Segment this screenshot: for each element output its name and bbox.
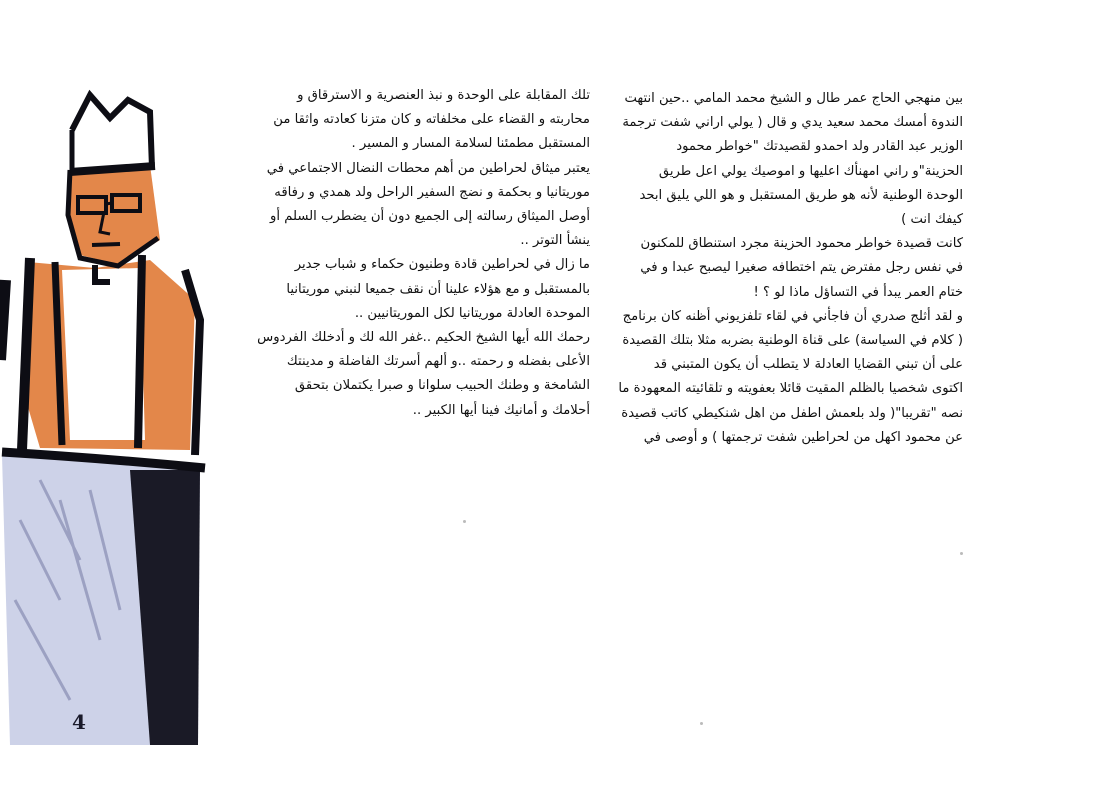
text-line: الموحدة العادلة موريتانيا لكل الموريتانيين .. <box>354 305 590 321</box>
text-line: الشامخة و وطنك الحبيب سلوانا و صبرا يكتملان بتحقق <box>294 378 590 394</box>
text-line: ختام العمر يبدأ في التساؤل ماذا لو ؟ ! <box>753 284 963 300</box>
paper-speck <box>463 520 466 523</box>
text-line: الوزير عبد القادر ولد احمدو لقصيدتك "خواطر محمود <box>676 139 963 155</box>
text-line: الحزينة"و راني امهنأك اعليها و اموصيك يولي اعل طريق <box>658 163 963 179</box>
text-line: نصه "تقريبا"( ولد بلعمش اطفل من اهل شنكيطي كاتب قصيدة <box>621 405 963 421</box>
page-number: 4 <box>72 710 86 734</box>
text-line: الوحدة الوطنية لأنه هو طريق المستقبل و هو اللي يليق ابحد <box>639 187 963 203</box>
text-line: بالمستقبل و مع هؤلاء علينا أن نقف جميعا لنبني موريتانيا <box>286 281 590 297</box>
paper-speck <box>700 722 703 725</box>
text-line: أوصل الميثاق رسالته إلى الجميع دون أن يضطرب السلم أو <box>270 209 590 225</box>
text-column-left <box>180 84 590 423</box>
text-line: رحمك الله أيها الشيخ الحكيم ..غفر الله لك و أدخلك الفردوس <box>257 330 590 346</box>
text-line: المستقبل مطمئنا لسلامة المسار و المسير . <box>351 136 590 152</box>
text-line: و لقد أثلج صدري أن فاجأني في لقاء تلفزيوني أظنه كان برنامج <box>622 308 963 324</box>
paper-speck <box>960 552 963 555</box>
text-line: على أن تبني القضايا العادلة لا يتطلب أن يكون المتبني قد <box>653 357 963 373</box>
text-line: كيفك انت ) <box>901 212 963 228</box>
text-line: ينشأ التوتر .. <box>520 233 590 249</box>
text-line: يعتبر ميثاق لحراطين من أهم محطات النضال الاجتماعي في <box>266 160 590 176</box>
text-line: الأعلى بفضله و رحمته ..و ألهم أسرتك الفاضلة و مدينتك <box>286 354 590 370</box>
text-line: كانت قصيدة خواطر محمود الحزينة مجرد استنطاق للمكنون <box>640 236 963 252</box>
text-line: الندوة أمسك محمد سعيد يدي و قال ( يولي اراني شفت ترجمة <box>622 115 963 131</box>
text-line: محاربته و القضاء على مخلفاته و كان متزنا كعادته واثقا من <box>273 112 590 128</box>
text-line: تلك المقابلة على الوحدة و نبذ العنصرية و الاسترقاق و <box>297 88 590 103</box>
text-line: عن محمود اكهل من لحراطين شفت ترجمتها ) و أوصى في <box>643 429 963 445</box>
text-line: أحلامك و أمانيك فينا أيها الكبير .. <box>412 402 590 418</box>
text-line: ( كلام في السياسة) على قناة الوطنية بضربه مثلا بتلك القصيدة <box>622 333 963 349</box>
text-line: بين منهجي الحاج عمر طال و الشيخ محمد المامي ..حين انتهت <box>624 91 963 106</box>
text-line: ما زال في لحراطين قادة وطنيون حكماء و شباب جدير <box>294 257 590 273</box>
text-line: موريتانيا و بحكمة و نضج السفير الراحل ولد همدي و رفاقه <box>274 184 590 200</box>
text-column-right <box>598 87 963 450</box>
text-line: في نفس رجل مفترض يتم اختطافه صغيرا ليصبح عبدا و في <box>640 260 963 276</box>
text-line: اكتوى شخصيا بالظلم المقيت قائلا بعفويته و تلقائيته المعهودة ما <box>618 381 963 397</box>
